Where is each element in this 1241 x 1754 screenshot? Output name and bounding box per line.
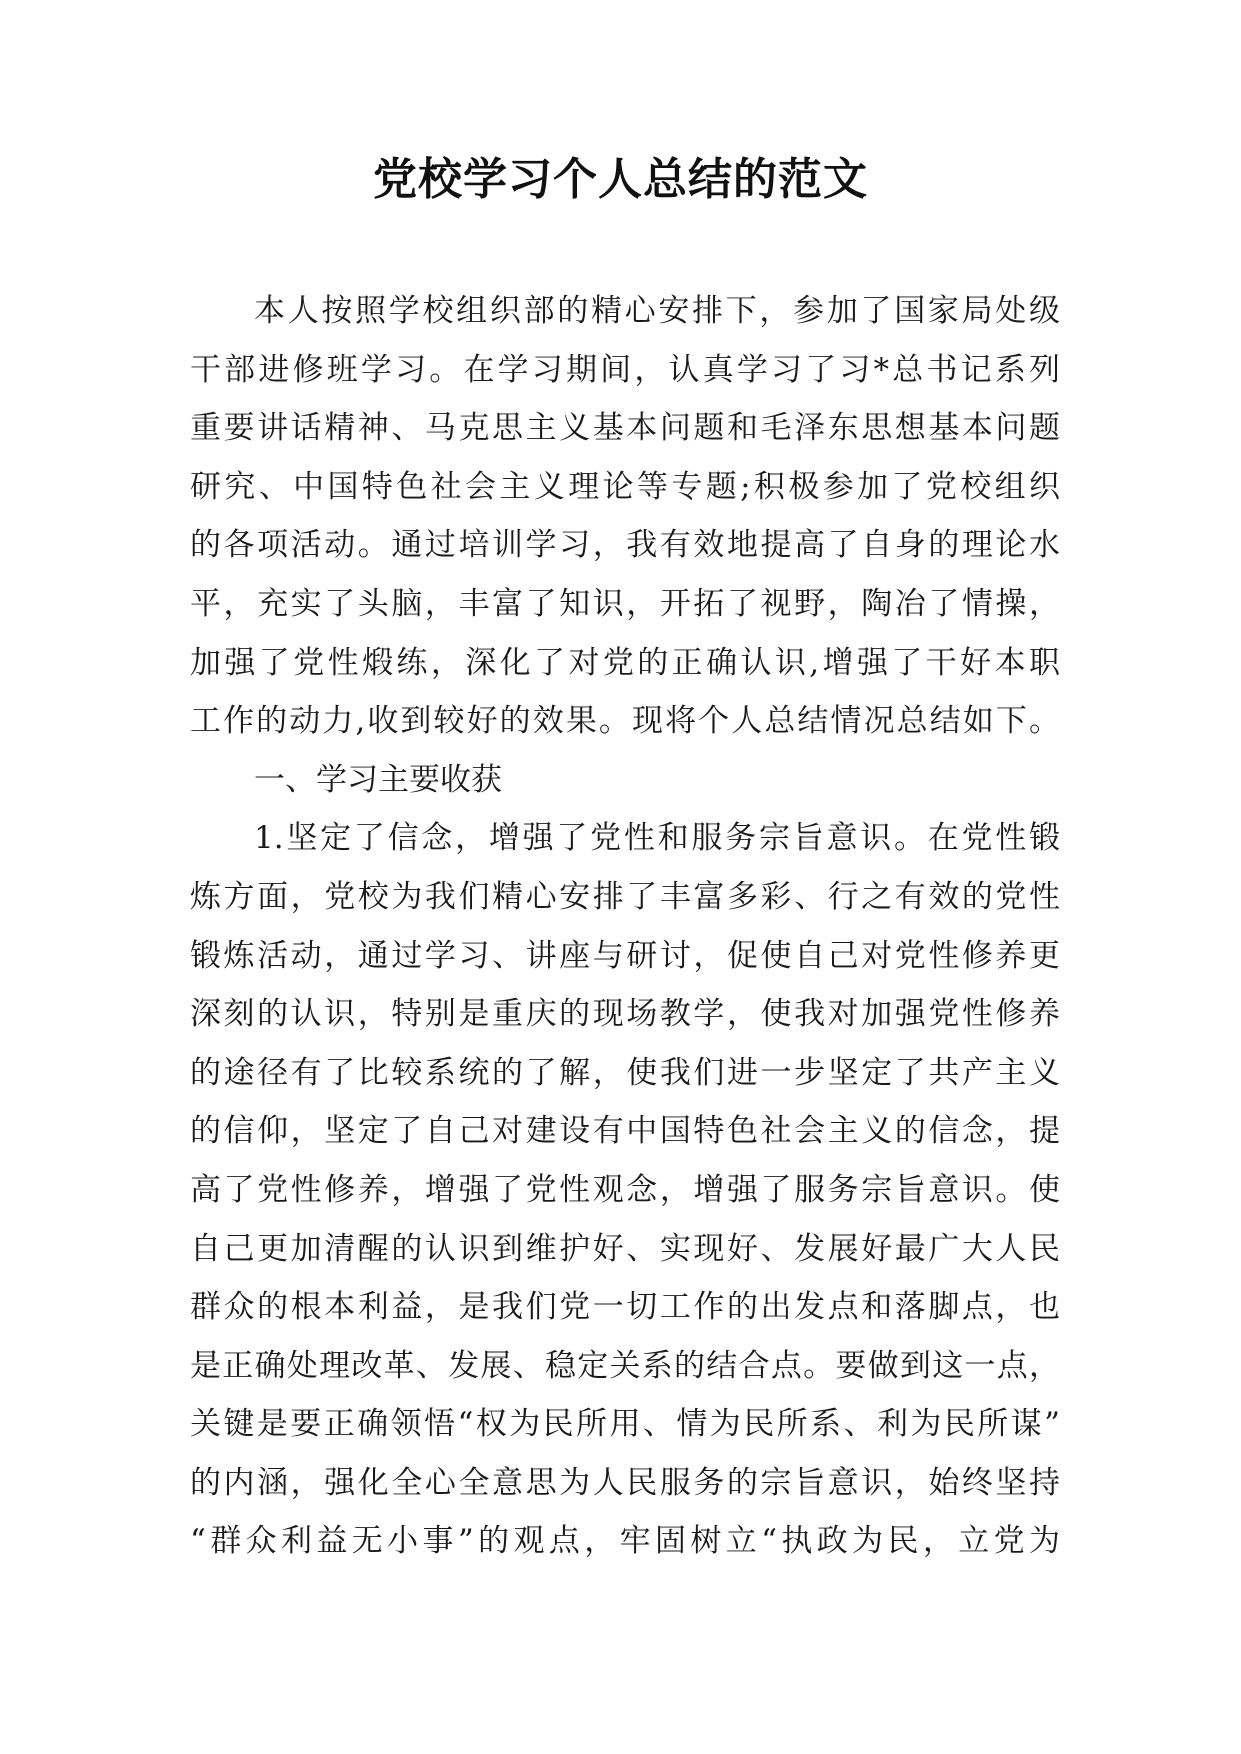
paragraph-line: “群众利益无小事”的观点，牢固树立“执政为民，立党为 [190,1523,1060,1560]
paragraph-line: 重要讲话精神、马克思主义基本问题和毛泽东思想基本问题 [190,410,1060,447]
paragraph-line: 研究、中国特色社会主义理论等专题;积极参加了党校组织 [190,468,1060,505]
paragraph-line: 自己更加清醒的认识到维护好、实现好、发展好最广大人民 [190,1230,1060,1267]
document-title: 党校学习个人总结的范文 [373,154,868,205]
paragraph-line: 工作的动力,收到较好的效果。现将个人总结情况总结如下。 [190,703,1060,740]
paragraph-line: 的各项活动。通过培训学习，我有效地提高了自身的理论水 [190,527,1060,564]
paragraph-line: 干部进修班学习。在学习期间，认真学习了习*总书记系列 [190,351,1060,388]
paragraph-line: 的信仰，坚定了自己对建设有中国特色社会主义的信念，提 [190,1113,1060,1150]
paragraph-line: 关键是要正确领悟“权为民所用、情为民所系、利为民所谋” [190,1406,1060,1443]
paragraph-line: 的途径有了比较系统的了解，使我们进一步坚定了共产主义 [190,1054,1060,1091]
paragraph-line: 炼方面，党校为我们精心安排了丰富多彩、行之有效的党性 [190,878,1060,915]
paragraph-line: 的内涵，强化全心全意思为人民服务的宗旨意识，始终坚持 [190,1464,1060,1501]
paragraph-line: 1.坚定了信念，增强了党性和服务宗旨意识。在党性锻 [254,820,1060,857]
paragraph-line: 深刻的认识，特别是重庆的现场教学，使我对加强党性修养 [190,996,1060,1033]
section-heading: 一、学习主要收获 [254,761,502,798]
document-body [190,282,1060,1571]
paragraph-line: 是正确处理改革、发展、稳定关系的结合点。要做到这一点， [190,1347,1060,1384]
paragraph-line: 本人按照学校组织部的精心安排下，参加了国家局处级 [254,293,1060,329]
paragraph-line: 平，充实了头脑，丰富了知识，开拓了视野，陶冶了情操， [190,585,1060,622]
paragraph-line: 锻炼活动，通过学习、讲座与研讨，促使自己对党性修养更 [190,937,1060,974]
paragraph-line: 高了党性修养，增强了党性观念，增强了服务宗旨意识。使 [190,1171,1060,1208]
paragraph-line: 群众的根本利益，是我们党一切工作的出发点和落脚点，也 [190,1289,1060,1326]
paragraph-line: 加强了党性煅练，深化了对党的正确认识,增强了干好本职 [190,644,1060,681]
